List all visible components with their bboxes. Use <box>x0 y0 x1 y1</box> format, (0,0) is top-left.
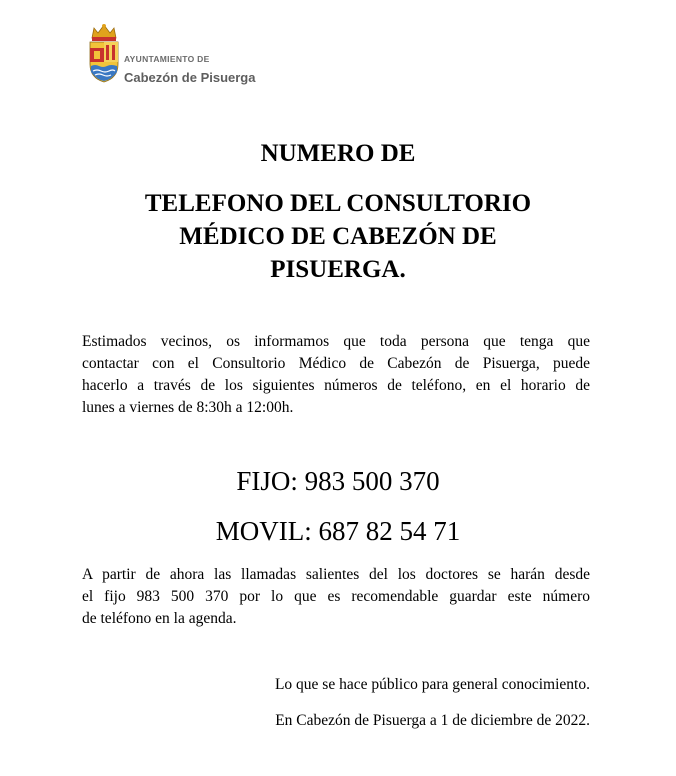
intro-line: lunes a viernes de 8:30h a 12:00h. <box>82 399 294 416</box>
intro-paragraph <box>82 331 590 419</box>
mobile-phone-number: MOVIL: 687 82 54 71 <box>215 516 461 546</box>
closing-date-line: En Cabezón de Pisuerga a 1 de diciembre de 2022. <box>275 712 590 729</box>
notice-line: el fijo 983 500 370 por lo que es recomendable guardar este número <box>82 588 590 605</box>
town-hall-logo <box>86 22 256 88</box>
town-coat-of-arms-icon <box>86 22 122 84</box>
notice-line: A partir de ahora las llamadas salientes del los doctores se harán desde <box>82 566 590 583</box>
logo-text-ayuntamiento: AYUNTAMIENTO DE <box>124 54 210 64</box>
notice-paragraph <box>82 564 590 630</box>
logo-text-town-name: Cabezón de Pisuerga <box>124 70 256 85</box>
closing-public-notice: Lo que se hace público para general conocimiento. <box>274 676 590 693</box>
intro-line: Estimados vecinos, os informamos que toda persona que tenga que <box>82 333 590 350</box>
intro-line: contactar con el Consultorio Médico de Cabezón de Pisuerga, puede <box>82 355 590 372</box>
title-line-2: TELEFONO DEL CONSULTORIO <box>144 190 532 217</box>
title-line-1: NUMERO DE <box>260 140 416 167</box>
intro-line: hacerlo a través de los siguientes números de teléfono, en el horario de <box>82 377 590 394</box>
fixed-phone-number: FIJO: 983 500 370 <box>236 466 440 496</box>
title-line-4: PISUERGA. <box>270 256 406 283</box>
notice-line: de teléfono en la agenda. <box>82 610 237 627</box>
title-line-3: MÉDICO DE CABEZÓN DE <box>179 223 497 250</box>
